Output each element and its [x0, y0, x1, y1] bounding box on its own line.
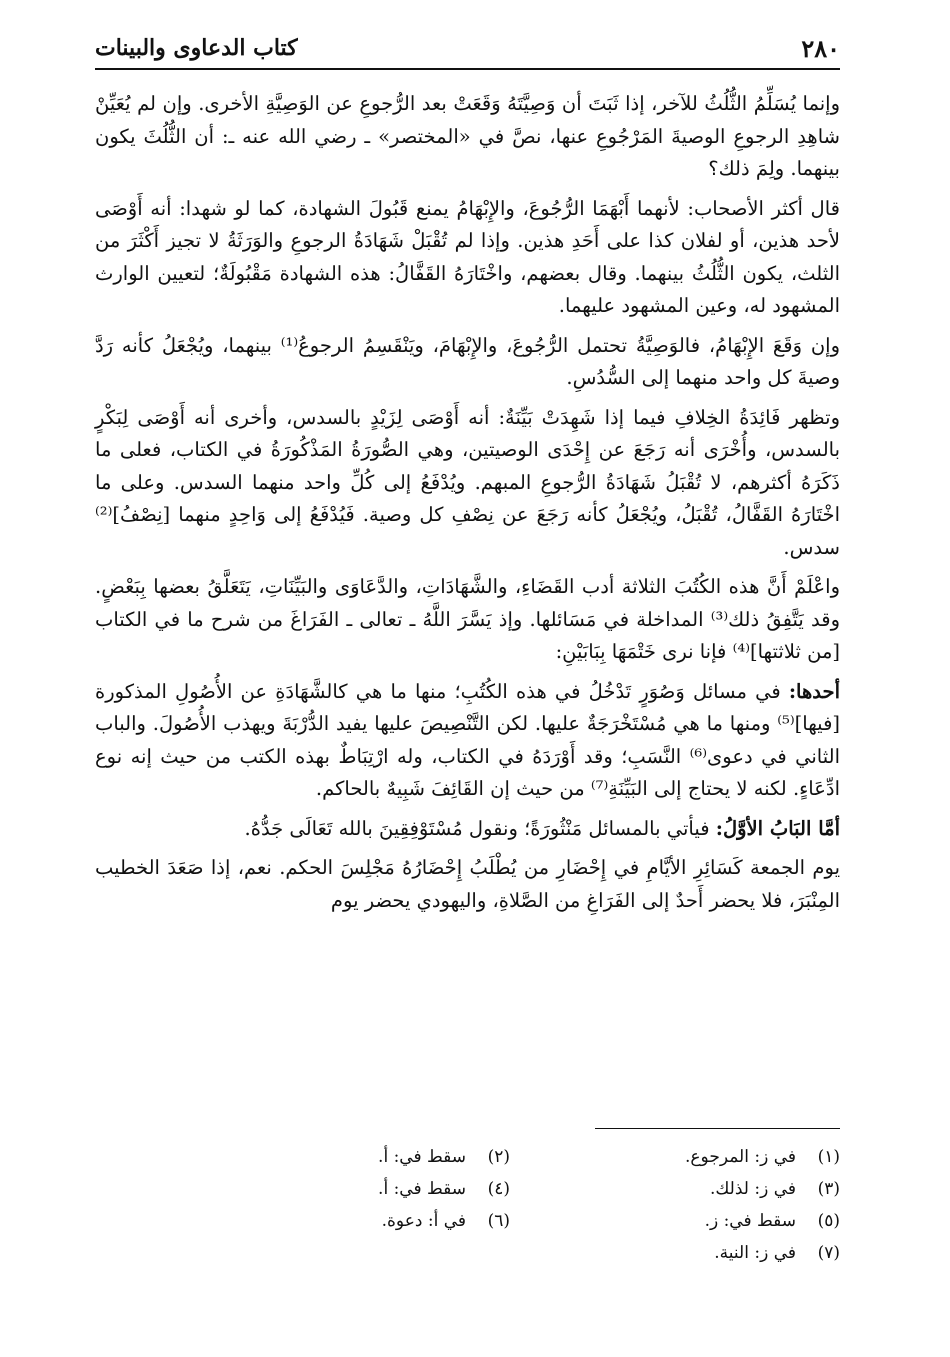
paragraph-lead: أحدها: — [788, 679, 840, 703]
footnote — [300, 1174, 510, 1204]
paragraph-text: وإن وَقَعَ الإِبْهَامُ، فالوَصِيَّةُ تحتمل الرُّجُوعَ، والإِبْهَامَ، ويَنْقَسِمُ الرجوعُ⁽¹⁾ بينهما، ويُجْعَلُ كأنه رَدَّ وصيةَ كل واحد منهما إلى السُّدُسِ. — [95, 333, 840, 389]
footnote — [630, 1206, 840, 1236]
paragraph-text: واعْلَمْ أَنَّ هذه الكُتُبَ الثلاثة أدب القَضَاءِ، والشَّهَادَاتِ، والدَّعَاوَى والبَيِّنَاتِ، يَتَعَلَّقُ بعضها بِبَعْضٍ. وقد يَتَّفِقُ ذلك⁽³⁾ المداخلة في مَسَائلها. وإذ يَسَّرَ اللَّهُ ـ تعالى ـ الفَرَاغَ من شرح ما في الكتاب [من ثلاثتها]⁽⁴⁾ فإنا نرى خَتْمَهَا بِبَابَيْنِ: — [95, 575, 840, 663]
footnote-text: سقط في: أ. — [378, 1179, 466, 1199]
footnote-number: (٧) — [817, 1243, 840, 1263]
running-title: كتاب الدعاوى والبينات — [95, 35, 298, 61]
footnote-text: سقط في: ز. — [704, 1211, 796, 1231]
footnote-number: (١) — [817, 1147, 840, 1167]
paragraph — [95, 330, 840, 395]
footnote-text: سقط في: أ. — [378, 1147, 466, 1167]
page-number: ٢٨٠ — [801, 33, 840, 63]
footnote-text: في ز: لذلك. — [709, 1179, 796, 1199]
paragraph-text: يوم الجمعة كَسَائِرِ الأيَّامِ في إِحْضَارِ من يُطْلَبُ إِحْضَارُهُ مَجْلِسَ الحكم. نعم، إذا صَعَدَ الخطيب المِنْبَرَ، فلا يحضر أَحدٌ إلى الفَرَاغِ من الصَّلاةِ، واليهودي يحضر يوم — [95, 856, 840, 912]
paragraph-text: في مسائل وَصُوَرٍ تَدْخُلُ في هذه الكُتُبِ؛ منها ما هي كالشَّهَادَةِ عن الأُصُولِ المذكورة [فيها]⁽⁵⁾ ومنها ما هي مُسْتَخْرَجَةٌ عليها. لكن التَّنْصِيصَ عليها يفيد الدُّرْبَةَ ويهذب الأُصُولَ. والباب الثاني في دعوى⁽⁶⁾ النَّسَبِ؛ وقد أَوْرَدَهُ في الكتاب، وله ارْتِبَاطٌ بهذه الكتب من حيث إنه نوع ادِّعَاءٍ. لكنه لا يحتاج إلى البَيِّنَةِ⁽⁷⁾ من حيث إن القَائِفَ شَبِيهٌ بالحاكم. — [95, 679, 840, 800]
footnote — [300, 1142, 510, 1172]
paragraph-text: فيأتي بالمسائل مَنْثُورَةً؛ ونقول مُسْتَوْفِقِينَ بالله تَعَالَى جَدُّهُ. — [244, 816, 716, 840]
paragraph — [95, 813, 840, 846]
footnote — [630, 1142, 840, 1172]
paragraph-lead: أمَّا البَابُ الأوَّلُ: — [715, 816, 840, 840]
paragraph — [95, 193, 840, 323]
footnote-number: (٤) — [487, 1179, 510, 1199]
main-text — [95, 88, 840, 924]
footnote-number: (٢) — [487, 1147, 510, 1167]
page-header — [95, 30, 840, 66]
paragraph-text: وإنما يُسَلِّمُ الثُّلُثُ للآخر، إذا ثَبَتَ أن وَصِيَّتَهُ وَقَعَتْ بعد الرُّجوعِ عن الوَصِيَّةِ الأخرى. وإن لم يُعَيِّنْ شاهِدِ الرجوعِ الوصيةَ المَرْجُوعِ عنها، نصَّ في «المختصر» ـ رضي الله عنه ـ: أن الثُّلُثَ يكون بينهما. ولِمَ ذلك؟ — [95, 92, 840, 180]
header-rule — [95, 68, 840, 70]
paragraph — [95, 402, 840, 565]
footnote — [300, 1206, 510, 1236]
footnote — [630, 1238, 840, 1268]
footnote-number: (٣) — [817, 1179, 840, 1199]
footnotes — [300, 1142, 840, 1268]
footnote-text: في أ: دعوة. — [381, 1211, 466, 1231]
footnote — [630, 1174, 840, 1204]
footnote-text: في ز: النية. — [714, 1243, 796, 1263]
footnote-text: في ز: المرجوع. — [685, 1147, 796, 1167]
paragraph-text: وتظهر فَائِدَةُ الخِلافِ فيما إذا شَهِدَتْ بَيِّنَةٌ: أنه أَوْصَى لِزَيْدٍ بالسدس، وأخرى أنه أَوْصَى لِبَكْرٍ بالسدس، وأُخْرَى أنه رَجَعَ عن إِحْدَى الوصيتين، وهي الصُّورَةُ المَذْكُورَةُ في الكتاب، فعلى ما ذَكَرَهُ أكثرهم، لا تُقْبَلُ شَهَادَةُ الرُّجوعِ المبهم. ويُدْفَعُ إلى كُلِّ واحد منهما السدس. وعلى ما اخْتَارَهُ القَفَّالُ، تُقْبَلُ، ويُجْعَلُ كأنه رَجَعَ عن نِصْفِ كل وصية. فَيُدْفَعُ إلى وَاحِدٍ منهما [نِصْفُ]⁽²⁾ سدس. — [95, 405, 840, 559]
paragraph — [95, 676, 840, 806]
paragraph-text: قال أكثر الأصحاب: لأنهما أَبْهَمَا الرُّجُوعَ، والإِبْهَامُ يمنع قَبُولَ الشهادة، كما لو شهدا: أنه أَوْصَى لأحد هذين، أو لفلان كذا على أَحَدِ هذين. وإذا لم تُقْبَلْ شَهَادَةُ الرجوعِ والوَرَثَةُ لا تجيز أَكْثَرَ من الثلث، يكون الثُّلُثُ بينهما. وقال بعضهم، واخْتَارَهُ القَفَّالُ: هذه الشهادة مَقْبُولَةٌ؛ لتعيين الوارث المشهود له، وعين المشهود عليهما. — [95, 196, 840, 317]
paragraph — [95, 88, 840, 186]
footnote-number: (٥) — [817, 1211, 840, 1231]
footnote-rule — [595, 1128, 840, 1129]
footnote-number: (٦) — [487, 1211, 510, 1231]
paragraph — [95, 852, 840, 917]
paragraph — [95, 571, 840, 669]
